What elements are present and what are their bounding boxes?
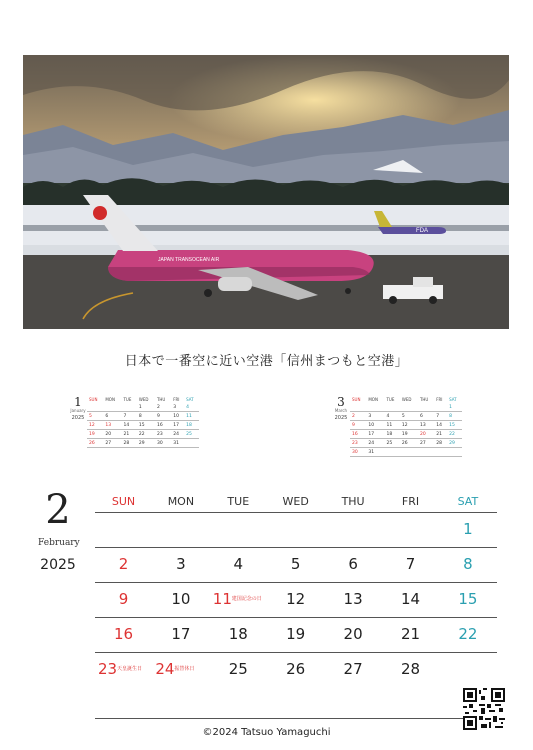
day-cell bbox=[210, 513, 267, 547]
mini-day: 11 bbox=[184, 412, 199, 421]
day-number: 10 bbox=[171, 590, 191, 608]
qr-code-icon[interactable] bbox=[463, 688, 505, 730]
day-number: 20 bbox=[343, 625, 363, 643]
mini-day: 22 bbox=[447, 430, 462, 439]
mini-day bbox=[384, 448, 399, 457]
mini-day: 26 bbox=[400, 439, 418, 448]
day-number: 9 bbox=[118, 590, 129, 608]
mini-calendar-next bbox=[334, 395, 462, 457]
day-cell[interactable] bbox=[152, 548, 209, 582]
day-cell[interactable] bbox=[439, 583, 496, 617]
plane-livery-text: JAPAN TRANSOCEAN AIR bbox=[158, 257, 220, 263]
day-cell[interactable] bbox=[95, 618, 152, 652]
day-cell[interactable] bbox=[152, 583, 209, 617]
mini-day: 16 bbox=[350, 430, 366, 439]
mini-prev-month-number: 1 bbox=[74, 395, 82, 409]
mini-day bbox=[103, 403, 121, 412]
mini-day: 1 bbox=[137, 403, 155, 412]
day-number: 19 bbox=[286, 625, 306, 643]
mini-weekday: WED bbox=[401, 397, 412, 402]
mini-calendar-prev-header bbox=[70, 396, 86, 421]
day-cell[interactable] bbox=[382, 583, 439, 617]
day-number: 15 bbox=[458, 590, 478, 608]
holiday-name: 建国記念の日 bbox=[231, 596, 262, 602]
mini-day bbox=[418, 448, 434, 457]
day-number: 3 bbox=[176, 555, 186, 573]
mini-day: 14 bbox=[121, 421, 136, 430]
day-number: 5 bbox=[290, 555, 301, 573]
mini-weekday: FRI bbox=[436, 397, 443, 402]
mini-next-year: 2025 bbox=[334, 415, 348, 421]
mini-day: 12 bbox=[400, 421, 418, 430]
mini-next-month-number: 3 bbox=[337, 395, 345, 409]
day-cell[interactable] bbox=[382, 548, 439, 582]
copyright: ©2024 Tatsuo Yamaguchi bbox=[202, 727, 331, 738]
weekday-label: MON bbox=[167, 495, 195, 508]
day-cell[interactable] bbox=[95, 653, 152, 687]
day-cell[interactable] bbox=[325, 548, 382, 582]
mini-day: 13 bbox=[418, 421, 434, 430]
mini-day: 28 bbox=[121, 439, 136, 448]
day-cell[interactable] bbox=[325, 653, 382, 687]
week-row bbox=[95, 617, 497, 652]
mini-day: 14 bbox=[434, 421, 447, 430]
mini-day: 31 bbox=[366, 448, 384, 457]
mini-day: 8 bbox=[447, 412, 462, 421]
weekday-label: WED bbox=[282, 495, 309, 508]
weekday-label: FRI bbox=[401, 495, 420, 508]
mini-day: 5 bbox=[400, 412, 418, 421]
mini-day: 6 bbox=[103, 412, 121, 421]
mini-day: 9 bbox=[155, 412, 171, 421]
day-number: 18 bbox=[228, 625, 248, 643]
mini-day: 21 bbox=[121, 430, 136, 439]
mini-day: 18 bbox=[384, 430, 399, 439]
mini-day: 26 bbox=[87, 439, 103, 448]
mini-day: 8 bbox=[137, 412, 155, 421]
mini-day: 29 bbox=[137, 439, 155, 448]
mini-day: 5 bbox=[87, 412, 103, 421]
day-number: 11 bbox=[212, 590, 232, 608]
mini-day: 4 bbox=[384, 412, 399, 421]
mini-day: 22 bbox=[137, 430, 155, 439]
mini-day bbox=[384, 403, 399, 412]
mini-weekday: MON bbox=[368, 397, 378, 402]
month-name: February bbox=[38, 538, 80, 548]
day-cell[interactable] bbox=[439, 618, 496, 652]
mini-day: 19 bbox=[87, 430, 103, 439]
day-cell[interactable] bbox=[152, 618, 209, 652]
mini-next-month-name: March bbox=[334, 408, 348, 413]
mini-day: 19 bbox=[400, 430, 418, 439]
day-cell[interactable] bbox=[95, 583, 152, 617]
day-cell[interactable] bbox=[152, 653, 209, 687]
weekday-label: SUN bbox=[111, 495, 136, 508]
day-number: 17 bbox=[171, 625, 191, 643]
day-cell[interactable] bbox=[267, 583, 324, 617]
mini-day: 12 bbox=[87, 421, 103, 430]
mini-weekday: THU bbox=[419, 397, 429, 402]
mini-day: 29 bbox=[447, 439, 462, 448]
mini-day: 20 bbox=[418, 430, 434, 439]
day-number: 13 bbox=[343, 590, 363, 608]
mini-day bbox=[418, 403, 434, 412]
fda-logo-text: FDA bbox=[416, 228, 428, 234]
mini-weekday: SAT bbox=[449, 397, 457, 402]
day-number: 14 bbox=[400, 590, 421, 608]
day-number: 8 bbox=[463, 555, 473, 573]
mini-day bbox=[184, 439, 199, 448]
mini-day: 3 bbox=[171, 403, 184, 412]
day-cell[interactable] bbox=[210, 548, 267, 582]
month-grid bbox=[95, 492, 497, 687]
mini-day: 17 bbox=[366, 430, 384, 439]
mini-day: 21 bbox=[434, 430, 447, 439]
mini-day: 15 bbox=[137, 421, 155, 430]
day-cell bbox=[325, 513, 382, 547]
mini-weekday: TUE bbox=[386, 397, 395, 402]
mini-day: 2 bbox=[155, 403, 171, 412]
week-row bbox=[95, 512, 497, 547]
mini-prev-year: 2025 bbox=[71, 415, 85, 421]
month-year: 2025 bbox=[40, 557, 76, 573]
mini-day bbox=[87, 403, 103, 412]
week-row bbox=[95, 582, 497, 617]
day-number: 24 bbox=[155, 660, 175, 678]
mini-day: 20 bbox=[103, 430, 121, 439]
mini-day: 23 bbox=[155, 430, 171, 439]
mini-day: 10 bbox=[366, 421, 384, 430]
day-cell[interactable] bbox=[439, 548, 496, 582]
day-cell[interactable] bbox=[95, 548, 152, 582]
mini-prev-table bbox=[87, 396, 199, 448]
mini-next-table bbox=[350, 396, 462, 457]
grid-bottom-line bbox=[95, 718, 497, 719]
day-number: 23 bbox=[98, 660, 118, 678]
mini-day bbox=[121, 403, 136, 412]
mini-day: 30 bbox=[350, 448, 366, 457]
day-number: 28 bbox=[400, 660, 421, 678]
mini-calendar-next-header bbox=[333, 396, 349, 421]
mini-day: 7 bbox=[121, 412, 136, 421]
day-cell[interactable] bbox=[210, 653, 267, 687]
day-cell[interactable] bbox=[325, 583, 382, 617]
cover-photo bbox=[23, 55, 509, 329]
week-row bbox=[95, 652, 497, 687]
mini-day: 15 bbox=[447, 421, 462, 430]
mini-day: 9 bbox=[350, 421, 366, 430]
mini-weekday: SUN bbox=[89, 397, 98, 402]
mini-prev-month-name: January bbox=[70, 408, 86, 413]
holiday-name: 天皇誕生日 bbox=[117, 666, 143, 672]
mini-day bbox=[366, 403, 384, 412]
mini-day bbox=[434, 448, 447, 457]
mini-day: 1 bbox=[447, 403, 462, 412]
mini-day: 24 bbox=[171, 430, 184, 439]
mini-day bbox=[434, 403, 447, 412]
mini-weekday: WED bbox=[138, 397, 149, 402]
mini-day: 2 bbox=[350, 412, 366, 421]
day-cell[interactable] bbox=[325, 618, 382, 652]
mini-day: 30 bbox=[155, 439, 171, 448]
weekday-label: TUE bbox=[227, 495, 250, 508]
day-cell[interactable] bbox=[267, 618, 324, 652]
day-cell bbox=[95, 513, 152, 547]
day-cell bbox=[439, 653, 496, 687]
day-number: 16 bbox=[113, 625, 134, 643]
day-cell bbox=[382, 513, 439, 547]
mini-day bbox=[400, 403, 418, 412]
mini-day: 13 bbox=[103, 421, 121, 430]
week-row bbox=[95, 547, 497, 582]
mini-day bbox=[400, 448, 418, 457]
mini-day: 18 bbox=[184, 421, 199, 430]
photo-caption: 日本で一番空に近い空港「信州まつもと空港」 bbox=[124, 354, 409, 369]
mini-day: 7 bbox=[434, 412, 447, 421]
day-number: 2 bbox=[118, 555, 129, 573]
day-cell[interactable] bbox=[210, 618, 267, 652]
mini-calendar-prev bbox=[70, 395, 199, 448]
day-cell[interactable] bbox=[439, 513, 496, 547]
mini-day: 10 bbox=[171, 412, 184, 421]
mini-day: 31 bbox=[171, 439, 184, 448]
mini-day: 23 bbox=[350, 439, 366, 448]
mini-day: 28 bbox=[434, 439, 447, 448]
mini-day: 16 bbox=[155, 421, 171, 430]
mini-day: 6 bbox=[418, 412, 434, 421]
day-cell[interactable] bbox=[382, 618, 439, 652]
mini-day: 11 bbox=[384, 421, 399, 430]
weekday-label: SAT bbox=[457, 495, 479, 508]
mini-day: 4 bbox=[184, 403, 199, 412]
day-cell bbox=[267, 513, 324, 547]
mini-day: 3 bbox=[366, 412, 384, 421]
day-cell[interactable] bbox=[210, 583, 267, 617]
mini-day: 17 bbox=[171, 421, 184, 430]
mini-weekday: TUE bbox=[123, 397, 132, 402]
holiday-name: 振替休日 bbox=[174, 666, 195, 672]
mini-weekday: THU bbox=[156, 397, 166, 402]
day-number: 26 bbox=[286, 660, 306, 678]
mini-weekday: SUN bbox=[352, 397, 361, 402]
day-number: 1 bbox=[463, 520, 473, 538]
day-cell[interactable] bbox=[382, 653, 439, 687]
mini-day: 24 bbox=[366, 439, 384, 448]
day-number: 12 bbox=[286, 590, 306, 608]
mini-day: 27 bbox=[103, 439, 121, 448]
mini-weekday: MON bbox=[105, 397, 115, 402]
month-number: 2 bbox=[45, 487, 71, 533]
day-cell[interactable] bbox=[267, 548, 324, 582]
mini-day: 27 bbox=[418, 439, 434, 448]
weekday-label: THU bbox=[341, 495, 365, 508]
mini-weekday: SAT bbox=[186, 397, 194, 402]
day-number: 4 bbox=[233, 555, 244, 573]
day-number: 7 bbox=[405, 555, 416, 573]
day-number: 25 bbox=[228, 660, 248, 678]
mini-day bbox=[447, 448, 462, 457]
mini-day: 25 bbox=[184, 430, 199, 439]
day-number: 21 bbox=[400, 625, 421, 643]
day-number: 6 bbox=[348, 555, 358, 573]
mini-day bbox=[350, 403, 366, 412]
day-cell bbox=[152, 513, 209, 547]
day-cell[interactable] bbox=[267, 653, 324, 687]
mini-day: 25 bbox=[384, 439, 399, 448]
day-number: 22 bbox=[458, 625, 478, 643]
mini-weekday: FRI bbox=[173, 397, 180, 402]
day-number: 27 bbox=[343, 660, 363, 678]
weekday-header bbox=[95, 492, 497, 512]
